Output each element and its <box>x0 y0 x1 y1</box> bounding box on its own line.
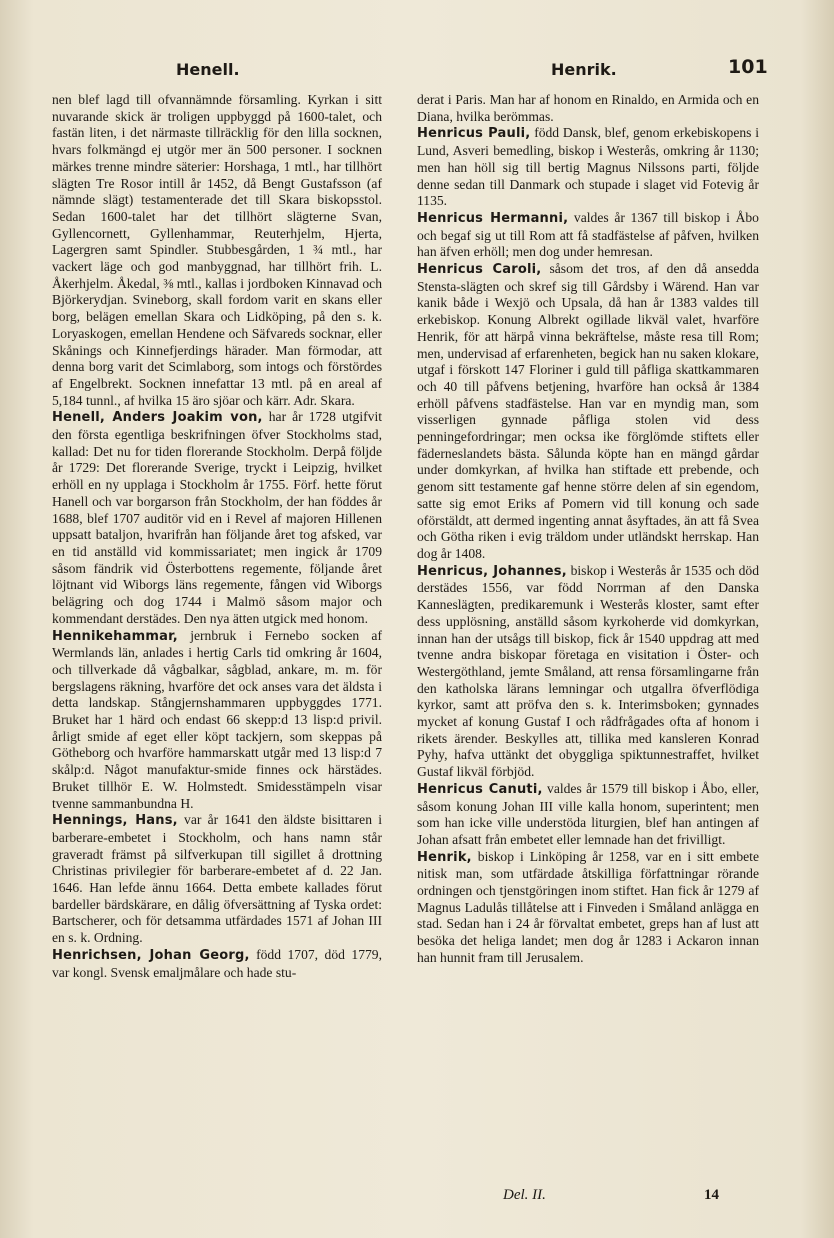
entry <box>417 563 759 781</box>
entry-headword: Henrik, <box>417 849 472 865</box>
entry-text: valdes år 1579 till biskop i Åbo, eller, såsom konung Johan III ville kalla honom, superintent; men som han icke ville understöda liturgien, blef han antingen af Johan afsatt från embetet eller lemnade han det frivilligt. <box>417 780 759 847</box>
signature-mark: 14 <box>704 1187 719 1203</box>
entry-continuation <box>417 92 759 125</box>
entry-text: född Dansk, blef, genom erkebiskopens i Lund, Asveri bemedling, biskop i Westerås, omkring år 1130; men han höll sig till bertig Magnus Nilssons parti, följde denne sedan till Danmark och stupade i slaget vid Fotevig år 1135. <box>417 125 759 209</box>
running-head-right: Henrik. <box>551 60 617 79</box>
entry-text: född 1707, död 1779, var kongl. Svensk emaljmålare och hade stu- <box>52 946 382 980</box>
entry-headword: Henricus, Johannes, <box>417 563 567 579</box>
entry-headword: Hennings, Hans, <box>52 813 178 829</box>
page-number: 101 <box>728 56 768 78</box>
entry-text: valdes år 1367 till biskop i Åbo och begaf sig ut till Rom att få stadfästelse af påfven, hvilken han äfven erhöll; men dog under hemresan. <box>417 209 759 260</box>
entry <box>417 849 759 967</box>
entry-headword: Hennikehammar, <box>52 628 178 644</box>
entry-text: har år 1728 utgifvit den första egentliga beskrifningen öfver Stockholms stad, kallad: Det nu for tiden florerande Stockholm. Derpå följde år 1729: Det florerande Sverige, tryckt i Leipzig, hvilket erhöll en ny upplaga i Stockholm år 1755. Förf. hette förut Hanell och var borgarson från Stockholm, der han föddes år 1688, blef 1707 auditör vid en i Revel af majoren Hillenen uppsatt bataljon, hvarifrån han följande året tog afsked, var en tid anställd vid kommissariatet; men ingick år 1709 såsom fändrik vid Österbottens regemente, följande året löjtnant vid Wiborgs läns regemente, fången vid Wiborgs belägring och dog 1744 i Malmö såsom major och kommendant derstädes. Den nya ätten utgick med honom. <box>52 409 382 626</box>
entry-text: biskop i Westerås år 1535 och död derstädes 1556, var född Norrman af den Danska Kanneslägten, predikaremunk i Westerås kloster, samt efter dess upplösning, anställd såsom kyrkoherde vid domkyrkan, innan han der utsågs till biskop, fick år 1540 uppdrag att med tvenne andra biskopar företaga en visitation i Öster- och Westergöthland, jemte Småland, att rensa församlingarne från den katholska lärans lemningar och utgallra öfverflödiga kyrkor, samt att pröfva den s. k. Interimsboken; gynnades mycket af konung Gustaf I och rådfrågades ofta af honom i rikets ärender. Beskylles att, tillika med kansleren Konrad Pyhy, hafva uttänkt det obyggliga spiktunnestraffet, hvilket Gustaf likväl förbjöd. <box>417 562 759 780</box>
entry <box>417 781 759 849</box>
entry <box>417 261 759 563</box>
entry <box>52 812 382 947</box>
running-head-left: Henell. <box>176 60 240 79</box>
volume-label: Del. II. <box>503 1187 546 1203</box>
entry <box>417 210 759 261</box>
entry-headword: Henrichsen, Johan Georg, <box>52 947 250 963</box>
entry-headword: Henricus Pauli, <box>417 126 531 142</box>
entry-headword: Henell, Anders Joakim von, <box>52 410 263 426</box>
entry <box>52 409 382 627</box>
entry <box>52 947 382 981</box>
entry-headword: Henricus Caroli, <box>417 262 542 278</box>
entry-headword: Henricus Canuti, <box>417 781 543 797</box>
entry-text: var år 1641 den äldste bisittaren i barberare-embetet i Stockholm, och hans namn står graveradt främst på silfverkupan till sigillet å drottning Christinas privilegier för barberare-embetet af d. 22 Jan. 1646. Han lefde ännu 1664. Detta embete kallades förut bardeller bärdskärare, en dålig öfversättning af Tyska ordet: Bartscherer, och för detsamma utfärdades 1571 af Johan III en s. k. Ordning. <box>52 812 382 946</box>
left-column <box>52 92 382 981</box>
entry-text: jernbruk i Fernebo socken af Wermlands län, anlades i hertig Carls tid omkring år 1604, och tillverkade då vågbalkar, sågblad, ankare, m. m. för bergslagens räkning, hvarföre det ock anses vara det äldsta i detta landskap. Stångjernshammaren uppbyggdes 1771. Bruket har 1 härd och endast 66 skepp:d 13 lisp:d privil. årligt smide af eget eller köpt tackjern, som skeppas på Götheborg och hvarföre hammarskatt utgår med 13 lisp:d 7 skålp:d. Något manufaktur-smide finnes ock härstädes. Bruket tillhör E. W. Holmstedt. Smidesstämpeln visar tvenne sammanbundna H. <box>52 627 382 811</box>
entry-headword: Henricus Hermanni, <box>417 210 569 226</box>
entry-continuation <box>52 92 382 409</box>
entry-text: derat i Paris. Man har af honom en Rinaldo, en Armida och en Diana, hvilka berömmas. <box>417 92 759 124</box>
entry-text: biskop i Linköping år 1258, var en i sitt embete nitisk man, som utfärdade åtskilliga författningar rörande ordningen och tjenstgöringen inom stiftet. Han fick år 1279 af Magnus Ladulås tillåtelse att i Finveden i Småland anlägga en stad. Sedan han i 24 år förvaltat embetet, greps han af lust att besöka det heliga landet; men dog år 1283 i Ackaron innan han hunnit fram till Jerusalem. <box>417 848 759 965</box>
entry-text: såsom det tros, af den då ansedda Stensta-slägten och skref sig till Gårdsby i Wärend. Han var kanik både i Wexjö och Upsala, då han år 1383 valdes till erkebiskop. Konung Albrekt ogillade likväl valet, hvarföre Henrik, för att härpå vinna bekräftelse, måste resa till Rom; men, undervisad af erfarenheten, begick han nu saken klokare, utgaf i förskott 147 Floriner i guld till påfliga skattkammaren och 40 till påfvens betjening, hvarföre han också år 1384 erhöll påfvens stadfästelse. Han var en myndig man, som visserligen gynnade påfliga stolen vid dess penningefordringar; men ocksa ike förglömde stiftets eller fäderneslandets bästa. Sålunda köpte han en mängd gårdar under domkyrkan, af hvilka han stiftade ett prebende, och genom sitt testamente gaf henne större delen af sin egendom, satte sig emot Eriks af Pomern vid till konung och sade oförstäldt, att dermed ingenting annat åsyftades, än att få Svea och Götha riken i evig träldom under utländskt herrskap. Han dog år 1408. <box>417 261 760 561</box>
right-column <box>417 92 759 967</box>
entry-text: nen blef lagd till ofvannämnde församling. Kyrkan i sitt nuvarande skick är troligen uppbyggd på 1600-talet, och fastän liten, i det närmaste tillräcklig för den lilla socknen, hvars folkmängd ej utgör mer än 500 personer. I socknen märkes trenne mindre säterier: Horshaga, 1 mtl., har tillhört slägten Tre Rosor intill år 1452, då Bengt Gustafsson (af nämnde slägt) testamenterade det till Skara biskopsstol. Sedan 1600-talet har det tillhört slägterne Svan, Gyllencornett, Gyllenhammar, Reuterhjelm, Hjerta, Lagergren samt Spindler. Stubbesgården, 1 ¾ mtl., har vackert läge och god manbyggnad, har tillhört frih. L. Åkerhjelm. Åkedal, ⅜ mtl., kallas i jordboken Kinnavad och Björkerydjan. Svineborg, skall fordom varit en skans eller borg, belägen emellan Skara och Lidköping, på den s. k. Loryaskogen, emellan Hendene och Säfvareds socknar, eller Skånings och Kinnefjerdings härader. Man förmodar, att denna borg varit det Scimlaborg, som intogs och förstördes af Engelbrekt. Socknen innefattar 13 mtl. på en areal af 5,184 tunnl., af hvilka 15 äro sjöar och kärr. Adr. Skara. <box>52 92 382 408</box>
entry <box>52 628 382 813</box>
entry <box>417 125 759 210</box>
